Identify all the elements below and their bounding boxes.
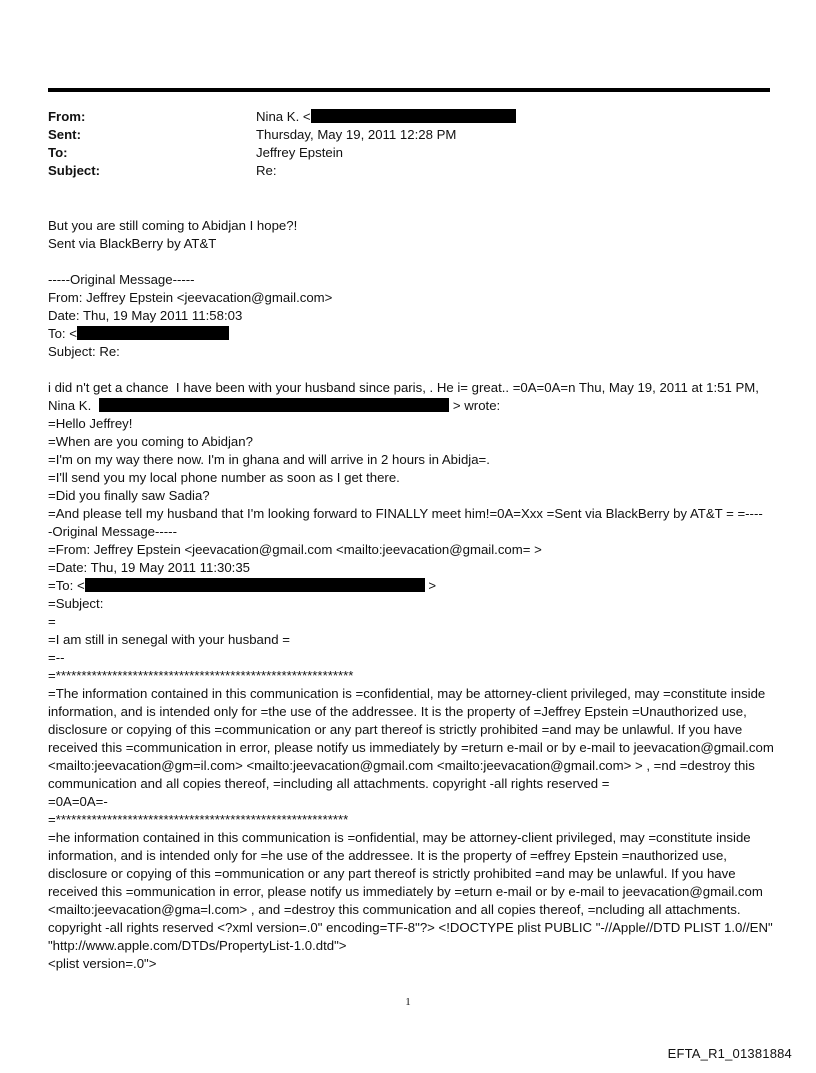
to-row (48, 144, 768, 162)
message-line: i did n't get a chance I have been with your husband since paris, . He i= great.. =0A=0A=n Thu, May 19, 2011 at 1:51 PM, (48, 380, 759, 395)
original-to: To: < (48, 325, 774, 343)
message-line: =0A=0A=- (48, 794, 108, 809)
from-value: Nina K. < (256, 109, 311, 124)
message-line: =********************************************************** (48, 668, 354, 683)
redaction-box (99, 398, 449, 412)
to-value: Jeffrey Epstein (256, 145, 343, 160)
sent-label: Sent: (48, 127, 81, 142)
email-header (48, 108, 768, 180)
top-rule (48, 88, 770, 92)
page-number: 1 (405, 996, 411, 1008)
disclaimer-paragraph: =The information contained in this communication is =confidential, may be attorney-client privileged, may =constitute inside information, and is intended only for =the use of the addressee. It is the property of =Jeffrey Epstein =Unauthorized use, disclosure or copying of this =communication or any part thereof is strictly prohibited =and may be unlawful. If you have received this =communication in error, please notify us immediately by =return e-mail or by e-mail to jeevacation@gmail.com <mailto:jeevacation@gm=il.com> <mailto:jeevacation@gmail.com <mailto:jeevacation@gmail.com> > , =nd =destroy this communication and all copies thereof, =including all attachments. copyright -all rights reserved = (48, 686, 774, 791)
sent-value: Thursday, May 19, 2011 12:28 PM (256, 127, 457, 142)
from-label: From: (48, 109, 86, 124)
subject-row (48, 162, 768, 180)
message-line: Nina K. > wrote: (48, 398, 501, 413)
message-line: =I'm on my way there now. I'm in ghana and will arrive in 2 hours in Abidja=. (48, 452, 490, 467)
message-line: <plist version=.0"> (48, 956, 157, 971)
message-line: =Date: Thu, 19 May 2011 11:30:35 (48, 560, 250, 575)
message-line: =I am still in senegal with your husband = (48, 632, 290, 647)
original-date: Date: Thu, 19 May 2011 11:58:03 (48, 308, 243, 323)
reply-signature: Sent via BlackBerry by AT&T (48, 236, 217, 251)
original-marker: -----Original Message----- (48, 272, 195, 287)
reply-line: But you are still coming to Abidjan I hope?! (48, 218, 298, 233)
message-line: = (48, 614, 56, 629)
message-line: =Hello Jeffrey! (48, 416, 133, 431)
redaction-box (85, 578, 425, 592)
sent-row (48, 126, 768, 144)
from-row (48, 108, 768, 126)
to-label: To: (48, 145, 68, 160)
message-line: =Did you finally saw Sadia? (48, 488, 210, 503)
bates-number: EFTA_R1_01381884 (667, 1046, 792, 1061)
message-line: =********************************************************* (48, 812, 349, 827)
message-line: =From: Jeffrey Epstein <jeevacation@gmail.com <mailto:jeevacation@gmail.com= > (48, 542, 542, 557)
message-line: =-- (48, 650, 65, 665)
subject-value: Re: (256, 163, 277, 178)
message-line: -Original Message----- (48, 524, 177, 539)
message-line: =To: < > (48, 578, 437, 593)
email-body (48, 217, 774, 973)
redaction-box (311, 109, 516, 123)
subject-label: Subject: (48, 163, 101, 178)
original-from: From: Jeffrey Epstein <jeevacation@gmail.com> (48, 290, 333, 305)
message-line: =And please tell my husband that I'm looking forward to FINALLY meet him!=0A=Xxx =Sent via BlackBerry by AT&T = =---- (48, 506, 763, 521)
original-subject: Subject: Re: (48, 344, 120, 359)
message-line: =When are you coming to Abidjan? (48, 434, 253, 449)
message-line: =I'll send you my local phone number as soon as I get there. (48, 470, 400, 485)
disclaimer-paragraph: =he information contained in this communication is =onfidential, may be attorney-client privileged, may =constitute inside information, and is intended only for =he use of the addressee. It is the property of =effrey Epstein =nauthorized use, disclosure or copying of this =ommunication or any part thereof is strictly prohibited =and may be unlawful. If you have received this =ommunication in error, please notify us immediately by =eturn e-mail or by e-mail to jeevacation@gmail.com <mailto:jeevacation@gma=l.com> , and =destroy this communication and all copies thereof, =ncluding all attachments. copyright -all rights reserved <?xml version=.0" encoding=TF-8"?> <!DOCTYPE plist PUBLIC "-//Apple//DTD PLIST 1.0//EN" "http://www.apple.com/DTDs/PropertyList-1.0.dtd"> (48, 830, 773, 953)
redaction-box (77, 326, 229, 340)
message-line: =Subject: (48, 596, 104, 611)
